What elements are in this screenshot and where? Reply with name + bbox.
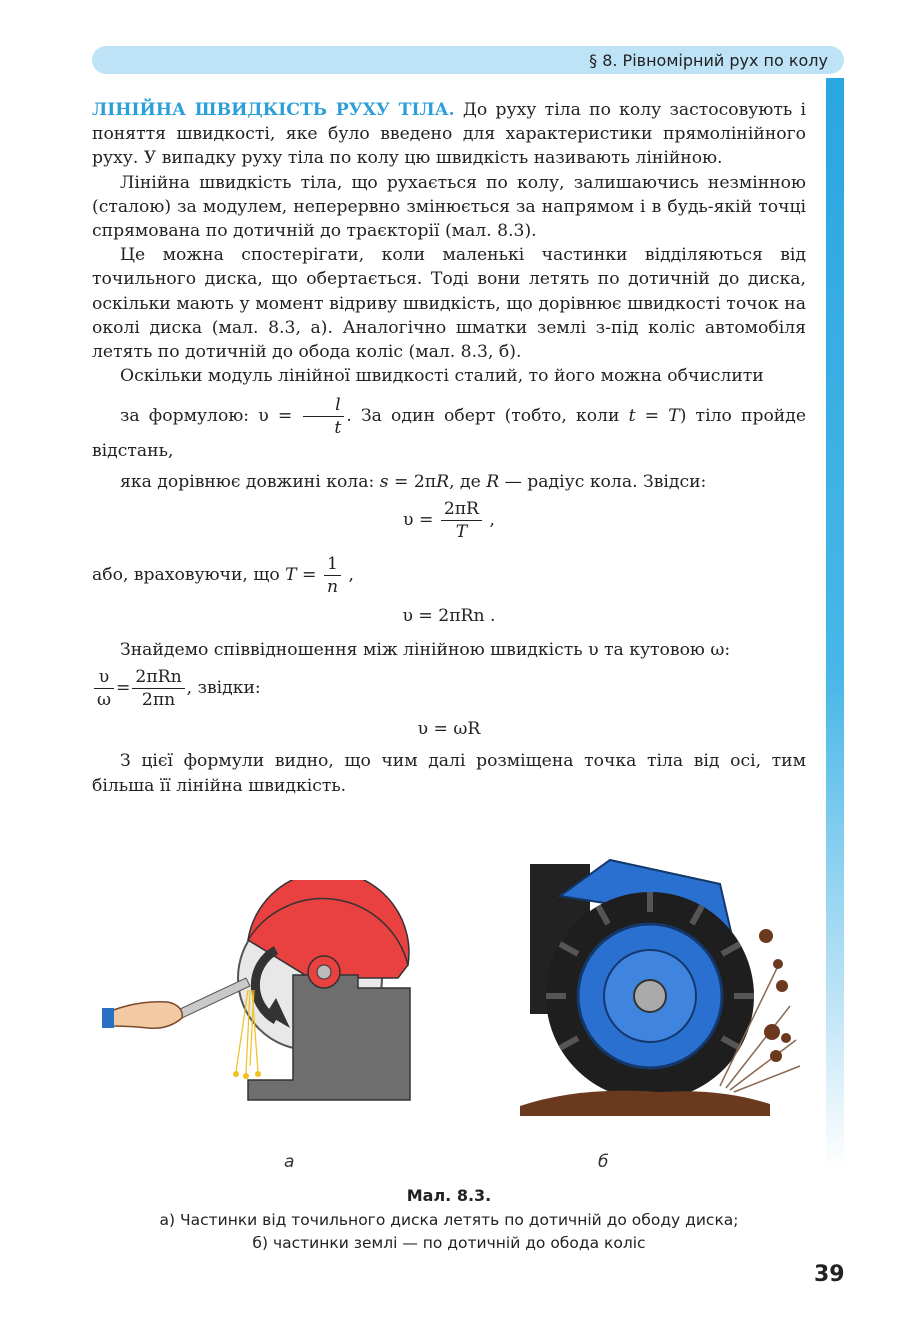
paragraph-3: Це можна спостерігати, коли маленькі частинки відділяються від точильного диска, що обертається. Тоді вони летять по дотичній до диска, оскільки мають у момент відриву швидкість, що дорівнює швидкості точок на околі диска (мал. 8.3, а). Аналогічно шматки землі з-під коліс автомобіля летять по дотичній до обода коліс (мал. 8.3, б).	[92, 245, 806, 363]
tire-illustration	[520, 856, 810, 1120]
formula-5: υ = ωR	[417, 719, 481, 740]
paragraph-2: Лінійна швидкість тіла, що рухається по колу, залишаючись незмінною (сталою) за модулем, неперервно змінюється за напрямом і в будь-якій точці спрямована по дотичній до траєкторії (мал. 8.3).	[92, 172, 806, 242]
paragraph-4: Оскільки модуль лінійної швидкості сталий, то його можна обчислити за формулою: υ = $\frac{l}{t}$ . За один оберт (тобто, коли t = T) тіло пройде відстань, яка дорівнює довжині кола: s = 2πR, де R — радіус кола. Звідси:	[92, 366, 807, 492]
paragraph-7: З цієї формули видно, що чим далі розміщена точка тіла від осі, тим більша її лінійна швидкість.	[92, 751, 806, 796]
paragraph-5: або, враховуючи, що T = $\frac{1}{n}$ ,	[92, 553, 354, 597]
paragraph-6: Знайдемо співвідношення між лінійною швидкість υ та кутовою ω:	[120, 640, 731, 661]
grinding-wheel-illustration	[98, 880, 428, 1120]
figure-caption-title: Мал. 8.3.	[406, 1186, 492, 1205]
side-color-bar	[826, 78, 844, 1168]
page-number: 39	[814, 1262, 845, 1287]
section-title: § 8. Рівномірний рух по колу	[589, 51, 828, 70]
paragraph-1-text: До руху тіла по колу застосовують і поняття швидкості, яке було введено для характеристики прямолінійного руху. У випадку руху тіла по колу цю швидкість називають лінійною.	[92, 100, 806, 169]
figure-label-b: б	[598, 1152, 609, 1172]
formula-1-fraction: $\frac{l}{t}$	[303, 394, 344, 439]
running-header	[92, 46, 844, 74]
paragraph-4-line1: Оскільки модуль лінійної швидкості сталий, то його можна обчислити	[120, 366, 764, 387]
hand	[108, 1002, 182, 1029]
soil	[520, 1091, 770, 1116]
figure-caption-line1: а) Частинки від точильного диска летять по дотичній до ободу диска;	[159, 1211, 739, 1229]
formula-4: $\frac{\upsilon}{\omega}$ = $\frac{\text{2πRn}}{2\pi n}$ , звідки:	[92, 666, 806, 711]
wheel-hub	[634, 980, 666, 1012]
formula-intro: за формулою:	[120, 406, 259, 427]
figure-caption-line2: б) частинки землі — по дотичній до обода коліс	[252, 1234, 646, 1252]
formula-1-lhs: υ =	[258, 406, 293, 427]
formula-3: υ = 2πRn .	[402, 605, 496, 626]
lead-heading: ЛІНІЙНА ШВИДКІСТЬ РУХУ ТІЛА.	[92, 100, 455, 120]
formula-2: υ = $\frac{2\pi R}{T}$ ,	[403, 498, 495, 542]
paragraph-1	[92, 98, 806, 171]
formula-2-num: 2πR	[441, 498, 482, 521]
tool-rod	[178, 978, 250, 1018]
page-body	[92, 98, 806, 798]
sleeve	[102, 1008, 114, 1028]
figure-label-a: а	[284, 1152, 295, 1172]
